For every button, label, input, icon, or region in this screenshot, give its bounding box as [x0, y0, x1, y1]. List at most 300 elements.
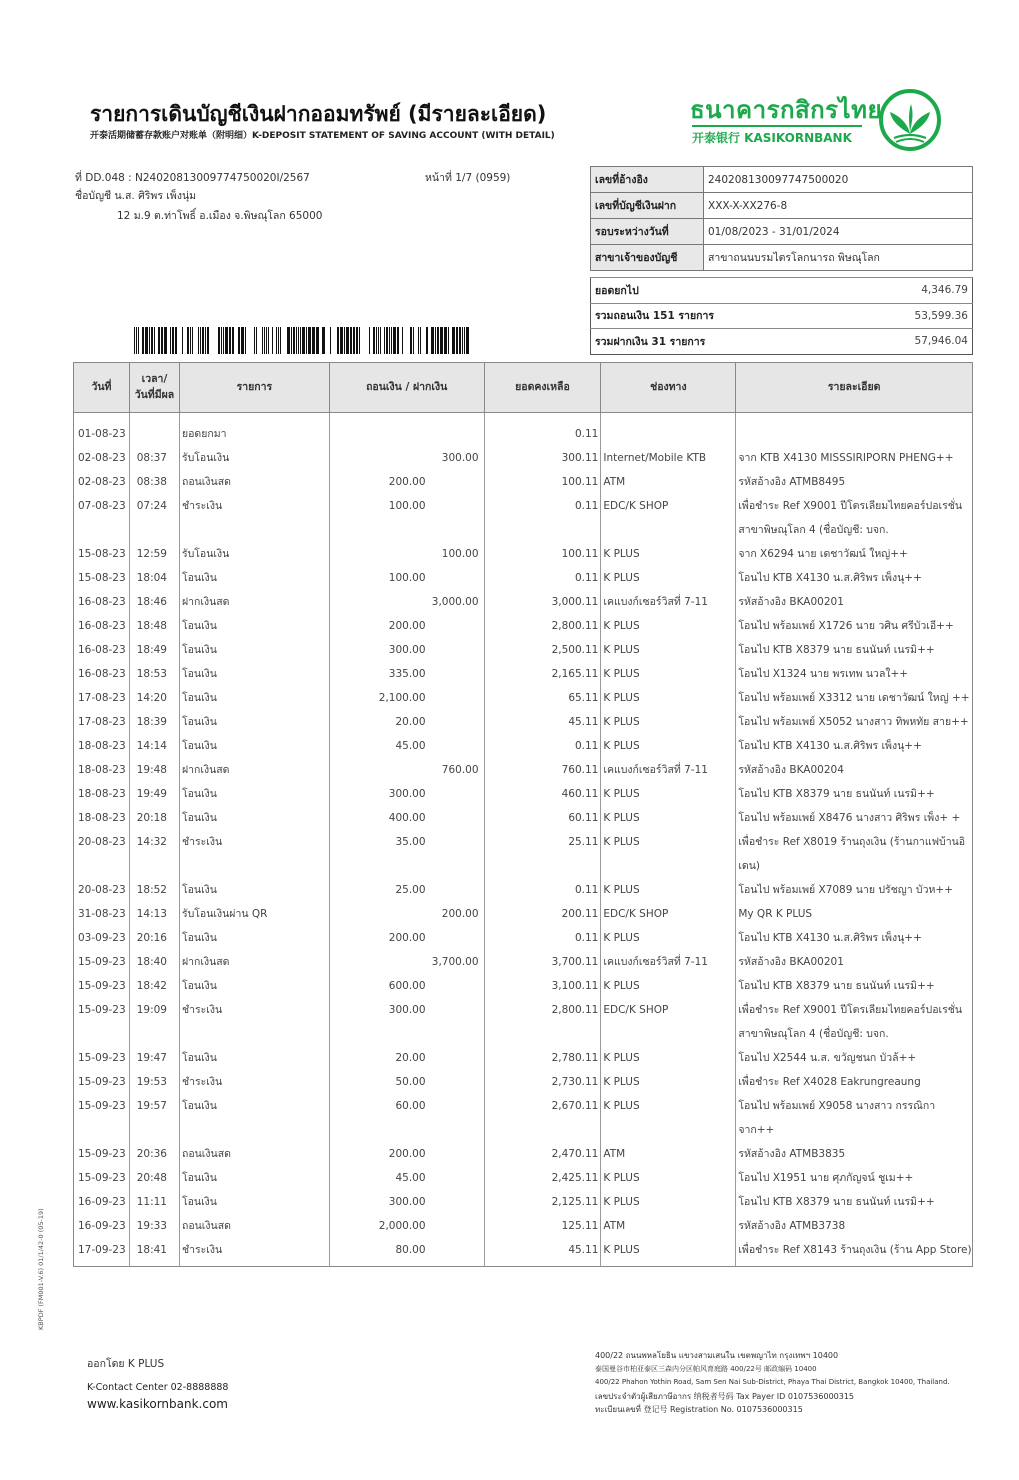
cell-amount — [329, 1142, 484, 1166]
cell-date: 15-08-23 — [78, 572, 126, 584]
cell-channel: เคแบงก์เซอร์วิสที่ 7-11 — [601, 590, 736, 614]
cell-detail: โอนไป พร้อมเพย์ X5052 นางสาว ทิพหทัย สาย++ — [736, 710, 973, 734]
cell-amount — [329, 998, 484, 1046]
cell-time: 19:57 — [129, 1094, 179, 1142]
cell-detail: โอนไป พร้อมเพย์ X9058 นางสาว กรรณิกา จาก++ — [736, 1094, 973, 1142]
withdrawal-amount: 300.00 — [388, 788, 426, 800]
logo-underline — [692, 125, 862, 127]
cell-time: 18:49 — [129, 638, 179, 662]
deposit-amount: 3,700.00 — [431, 956, 479, 968]
account-address: 12 ม.9 ต.ท่าโพธิ์ อ.เมือง จ.พิษณุโลก 65000 — [117, 210, 323, 222]
barcode-bar — [229, 327, 231, 354]
cell-channel: K PLUS — [601, 1238, 736, 1267]
cell-balance: 2,730.11 — [484, 1070, 601, 1094]
cell-channel: ATM — [601, 1142, 736, 1166]
barcode-bar — [337, 327, 339, 354]
cell-channel: K PLUS — [601, 974, 736, 998]
barcode-bar — [380, 327, 381, 354]
cell-detail: โอนไป X1951 นาย ศุภกัญจน์ ชูเม++ — [736, 1166, 973, 1190]
info-label: เลขที่บัญชีเงินฝาก — [591, 193, 704, 219]
barcode-bar — [300, 327, 301, 354]
cell-time: 14:32 — [129, 830, 179, 878]
cell-date: 20-08-23 — [78, 836, 126, 848]
transaction-table — [73, 362, 973, 1267]
cell-channel: K PLUS — [601, 566, 736, 590]
cell-channel: EDC/K SHOP — [601, 998, 736, 1046]
barcode-bar — [322, 327, 325, 354]
cell-balance: 2,800.11 — [484, 998, 601, 1046]
cell-date: 18-08-23 — [78, 812, 126, 824]
cell-balance: 0.11 — [484, 494, 601, 542]
cell-balance: 25.11 — [484, 830, 601, 878]
cell-balance: 460.11 — [484, 782, 601, 806]
table-row — [74, 614, 973, 638]
address-line-th: 400/22 ถนนพหลโยธิน แขวงสามเสนใน เขตพญาไท กรุงเทพฯ 10400 — [595, 1351, 839, 1360]
barcode-bar — [266, 327, 267, 354]
barcode-bar — [456, 327, 458, 354]
cell-description: โอนเงิน — [179, 686, 329, 710]
cell-amount — [329, 566, 484, 590]
barcode-bar — [172, 327, 174, 354]
cell-time: 14:20 — [129, 686, 179, 710]
cell-balance: 100.11 — [484, 470, 601, 494]
barcode-bar — [386, 327, 388, 354]
cell-channel: K PLUS — [601, 686, 736, 710]
cell-amount — [329, 806, 484, 830]
cell-channel: ATM — [601, 470, 736, 494]
cell-detail: เพื่อชำระ Ref X4028 Eakrungreaung — [736, 1070, 973, 1094]
cell-time: 20:36 — [129, 1142, 179, 1166]
bank-name-th: ธนาคารกสิกรไทย — [690, 96, 883, 124]
cell-amount — [329, 1190, 484, 1214]
cell-time: 19:49 — [129, 782, 179, 806]
cell-balance: 3,100.11 — [484, 974, 601, 998]
cell-description: โอนเงิน — [179, 1166, 329, 1190]
cell-channel: Internet/Mobile KTB — [601, 446, 736, 470]
barcode-bar — [389, 327, 390, 354]
cell-description: โอนเงิน — [179, 662, 329, 686]
cell-date: 16-09-23 — [78, 1196, 126, 1208]
cell-channel: ATM — [601, 1214, 736, 1238]
cell-amount — [329, 1070, 484, 1094]
barcode-bar — [444, 327, 447, 354]
document-title-th: รายการเดินบัญชีเงินฝากออมทรัพย์ (มีรายละเอียด) — [90, 102, 547, 126]
withdrawal-amount: 35.00 — [395, 836, 426, 848]
table-row — [74, 1214, 973, 1238]
info-label: สาขาเจ้าของบัญชี — [591, 245, 704, 271]
barcode-bar — [462, 327, 463, 354]
barcode-bar — [316, 327, 319, 354]
barcode-bar — [359, 327, 360, 354]
cell-time: 19:33 — [129, 1214, 179, 1238]
barcode-bar — [187, 327, 189, 354]
cell-date: 16-08-23 — [78, 644, 126, 656]
withdrawal-amount: 200.00 — [388, 1148, 426, 1160]
cell-detail: รหัสอ้างอิง BKA00201 — [736, 950, 973, 974]
withdrawal-amount: 300.00 — [388, 1196, 426, 1208]
cell-amount — [329, 662, 484, 686]
table-row — [74, 1094, 973, 1142]
cell-detail: โอนไป KTB X4130 น.ส.ศิริพร เพ็งนุ++ — [736, 734, 973, 758]
cell-detail: โอนไป X2544 น.ส. ขวัญชนก บัวล้++ — [736, 1046, 973, 1070]
barcode-bar — [369, 327, 370, 354]
info-row-branch — [591, 245, 973, 271]
registration-number: ทะเบียนเลขที่ 登记号 Registration No. 0107536000315 — [595, 1405, 803, 1414]
cell-description: รับโอนเงิน — [179, 446, 329, 470]
barcode-bar — [420, 327, 421, 354]
barcode-bar — [384, 327, 385, 354]
barcode-bar — [413, 327, 414, 354]
barcode-bar — [164, 327, 167, 354]
address-line-cn: 泰国曼谷市柏亚泰区三森内分区帕风育庭路 400/22号 邮政编码 10400 — [595, 1364, 817, 1373]
cell-date: 01-08-23 — [78, 428, 126, 440]
barcode-bar — [221, 327, 222, 354]
barcode-bar — [391, 327, 392, 354]
cell-description: โอนเงิน — [179, 1190, 329, 1214]
barcode-bar — [437, 327, 439, 354]
cell-detail: รหัสอ้างอิง BKA00204 — [736, 758, 973, 782]
cell-date: 18-08-23 — [78, 740, 126, 752]
cell-date: 15-08-23 — [78, 548, 126, 560]
barcode-bar — [264, 327, 265, 354]
cell-time: 08:37 — [129, 446, 179, 470]
cell-date: 16-09-23 — [78, 1220, 126, 1232]
cell-time: 19:48 — [129, 758, 179, 782]
table-row — [74, 950, 973, 974]
cell-channel: K PLUS — [601, 1190, 736, 1214]
document-number: ที่ DD.048 : N24020813009774750020I/2567 — [75, 172, 310, 184]
barcode-bar — [350, 327, 352, 354]
cell-time: 20:16 — [129, 926, 179, 950]
cell-date: 15-09-23 — [78, 1004, 126, 1016]
withdrawal-amount: 50.00 — [395, 1076, 426, 1088]
barcode-bar — [170, 327, 171, 354]
cell-date: 31-08-23 — [78, 908, 126, 920]
contact-center: K-Contact Center 02-8888888 — [87, 1382, 229, 1393]
table-row — [74, 638, 973, 662]
info-label: เลขที่อ้างอิง — [591, 167, 704, 193]
barcode-bar — [136, 327, 137, 354]
barcode-bar — [225, 327, 228, 354]
cell-detail: โอนไป X1324 นาย พรเทพ นวลใ++ — [736, 662, 973, 686]
barcode-bar — [346, 327, 349, 354]
cell-description: รับโอนเงินผ่าน QR — [179, 902, 329, 926]
cell-description: โอนเงิน — [179, 1046, 329, 1070]
barcode — [134, 327, 470, 354]
table-row — [74, 734, 973, 758]
barcode-bar — [207, 327, 209, 354]
cell-detail: เพื่อชำระ Ref X9001 ปีโตรเลียมไทยคอร์ปอเรชั่น สาขาพิษณุโลก 4 (ชื่อบัญชี: บจก. — [736, 494, 973, 542]
withdrawal-amount: 100.00 — [388, 500, 426, 512]
cell-time: 18:41 — [129, 1238, 179, 1267]
table-row — [74, 1046, 973, 1070]
barcode-bar — [373, 327, 375, 354]
column-header-time: เวลา/ วันที่มีผล — [129, 363, 179, 413]
barcode-bar — [254, 327, 255, 354]
barcode-bar — [202, 327, 204, 354]
cell-amount — [329, 494, 484, 542]
table-row — [74, 470, 973, 494]
cell-amount — [329, 1094, 484, 1142]
barcode-bar — [134, 327, 135, 354]
barcode-bar — [138, 327, 139, 354]
website-link[interactable]: www.kasikornbank.com — [87, 1397, 228, 1411]
cell-amount — [329, 686, 484, 710]
cell-amount — [329, 830, 484, 878]
cell-time: 19:09 — [129, 998, 179, 1046]
tax-payer-id: เลขประจำตัวผู้เสียภาษีอากร 纳税者号码 Tax Payer ID 0107536000315 — [595, 1391, 855, 1401]
deposit-amount: 100.00 — [441, 548, 479, 560]
barcode-bar — [241, 327, 244, 354]
barcode-bar — [278, 327, 279, 354]
summary-value: 57,946.04 — [848, 329, 973, 355]
cell-date: 15-09-23 — [78, 980, 126, 992]
barcode-bar — [200, 327, 201, 354]
cell-time: 14:14 — [129, 734, 179, 758]
cell-date: 07-08-23 — [78, 500, 126, 512]
cell-balance: 200.11 — [484, 902, 601, 926]
cell-channel: K PLUS — [601, 662, 736, 686]
barcode-bar — [158, 327, 160, 354]
cell-amount — [329, 1166, 484, 1190]
cell-channel: K PLUS — [601, 710, 736, 734]
cell-date: 15-09-23 — [78, 1076, 126, 1088]
barcode-bar — [151, 327, 153, 354]
account-name: ชื่อบัญชี น.ส. ศิริพร เพ็งนุ่ม — [75, 190, 197, 202]
cell-time: 12:59 — [129, 542, 179, 566]
column-header-detail: รายละเอียด — [736, 363, 973, 413]
barcode-bar — [308, 327, 311, 354]
barcode-bar — [154, 327, 155, 354]
barcode-bar — [268, 327, 269, 354]
cell-amount — [329, 1238, 484, 1267]
cell-channel: EDC/K SHOP — [601, 902, 736, 926]
cell-time: 08:38 — [129, 470, 179, 494]
barcode-bar — [291, 327, 292, 354]
cell-channel: K PLUS — [601, 806, 736, 830]
table-row — [74, 806, 973, 830]
barcode-bar — [356, 327, 358, 354]
barcode-bar — [182, 327, 183, 354]
cell-detail — [736, 413, 973, 447]
kasikorn-leaf-logo-icon — [878, 88, 942, 152]
cell-description: ถอนเงินสด — [179, 470, 329, 494]
cell-channel: เคแบงก์เซอร์วิสที่ 7-11 — [601, 950, 736, 974]
summary-row-carried-forward — [591, 278, 973, 304]
cell-detail: My QR K PLUS — [736, 902, 973, 926]
cell-description: ยอดยกมา — [179, 413, 329, 447]
cell-channel: K PLUS — [601, 638, 736, 662]
column-header-description: รายการ — [179, 363, 329, 413]
summary-value: 4,346.79 — [848, 278, 973, 304]
column-header-date: วันที่ — [74, 363, 130, 413]
cell-channel: K PLUS — [601, 878, 736, 902]
barcode-bar — [175, 327, 177, 354]
table-row — [74, 566, 973, 590]
issued-by: ออกโดย K PLUS — [87, 1358, 165, 1370]
cell-amount — [329, 470, 484, 494]
cell-balance: 45.11 — [484, 710, 601, 734]
cell-channel: EDC/K SHOP — [601, 494, 736, 542]
barcode-bar — [262, 327, 263, 354]
withdrawal-amount: 20.00 — [395, 716, 426, 728]
withdrawal-amount: 200.00 — [388, 932, 426, 944]
cell-description: โอนเงิน — [179, 638, 329, 662]
cell-time: 18:42 — [129, 974, 179, 998]
cell-description: ฝากเงินสด — [179, 590, 329, 614]
cell-detail: โอนไป พร้อมเพย์ X8476 นางสาว ศิริพร เพ็ง+ + — [736, 806, 973, 830]
cell-description: โอนเงิน — [179, 974, 329, 998]
cell-description: ถอนเงินสด — [179, 1214, 329, 1238]
cell-date: 20-08-23 — [78, 884, 126, 896]
cell-amount — [329, 1214, 484, 1238]
summary-row-total-withdrawals — [591, 303, 973, 329]
cell-description: ชำระเงิน — [179, 998, 329, 1046]
cell-amount — [329, 590, 484, 614]
cell-time: 18:48 — [129, 614, 179, 638]
cell-balance: 3,000.11 — [484, 590, 601, 614]
cell-detail: เพื่อชำระ Ref X9001 ปีโตรเลียมไทยคอร์ปอเรชั่น สาขาพิษณุโลก 4 (ชื่อบัญชี: บจก. — [736, 998, 973, 1046]
barcode-bar — [296, 327, 297, 354]
cell-detail: โอนไป KTB X8379 นาย ธนนันท์ เนรมิ++ — [736, 1190, 973, 1214]
cell-amount — [329, 446, 484, 470]
cell-date: 16-08-23 — [78, 596, 126, 608]
cell-date: 02-08-23 — [78, 476, 126, 488]
barcode-bar — [378, 327, 379, 354]
barcode-bar — [464, 327, 465, 354]
withdrawal-amount: 200.00 — [388, 476, 426, 488]
cell-time: 20:48 — [129, 1166, 179, 1190]
withdrawal-amount: 20.00 — [395, 1052, 426, 1064]
table-row — [74, 494, 973, 542]
deposit-amount: 3,000.00 — [431, 596, 479, 608]
withdrawal-amount: 45.00 — [395, 1172, 426, 1184]
deposit-amount: 200.00 — [441, 908, 479, 920]
barcode-bar — [466, 327, 469, 354]
cell-date: 17-08-23 — [78, 692, 126, 704]
table-row — [74, 782, 973, 806]
cell-amount — [329, 878, 484, 902]
cell-date: 02-08-23 — [78, 452, 126, 464]
cell-balance: 0.11 — [484, 926, 601, 950]
barcode-bar — [142, 327, 144, 354]
barcode-bar — [448, 327, 449, 354]
barcode-bar — [353, 327, 355, 354]
cell-date: 15-09-23 — [78, 956, 126, 968]
cell-channel: K PLUS — [601, 734, 736, 758]
barcode-bar — [397, 327, 399, 354]
cell-date: 15-09-23 — [78, 1100, 126, 1112]
barcode-bar — [161, 327, 163, 354]
cell-amount — [329, 542, 484, 566]
cell-date: 16-08-23 — [78, 620, 126, 632]
cell-description: ชำระเงิน — [179, 1070, 329, 1094]
barcode-bar — [306, 327, 307, 354]
withdrawal-amount: 2,100.00 — [378, 692, 426, 704]
cell-date: 03-09-23 — [78, 932, 126, 944]
withdrawal-amount: 600.00 — [388, 980, 426, 992]
cell-time: 18:04 — [129, 566, 179, 590]
info-label: รอบระหว่างวันที่ — [591, 219, 704, 245]
cell-balance: 0.11 — [484, 734, 601, 758]
barcode-bar — [393, 327, 396, 354]
cell-description: โอนเงิน — [179, 782, 329, 806]
deposit-amount: 760.00 — [441, 764, 479, 776]
cell-description: ถอนเงินสด — [179, 1142, 329, 1166]
cell-channel: เคแบงก์เซอร์วิสที่ 7-11 — [601, 758, 736, 782]
withdrawal-amount: 400.00 — [388, 812, 426, 824]
table-row — [74, 590, 973, 614]
cell-detail: โอนไป KTB X8379 นาย ธนนันท์ เนรมิ++ — [736, 638, 973, 662]
cell-amount — [329, 734, 484, 758]
cell-balance: 2,780.11 — [484, 1046, 601, 1070]
table-row — [74, 446, 973, 470]
cell-description: ชำระเงิน — [179, 494, 329, 542]
cell-description: โอนเงิน — [179, 566, 329, 590]
barcode-bar — [272, 327, 273, 354]
table-row — [74, 710, 973, 734]
cell-detail: โอนไป พร้อมเพย์ X1726 นาย วศิน ศรีบัวเอี++ — [736, 614, 973, 638]
cell-time: 18:52 — [129, 878, 179, 902]
barcode-bar — [232, 327, 234, 354]
cell-channel — [601, 413, 736, 447]
cell-time: 11:11 — [129, 1190, 179, 1214]
cell-balance: 2,670.11 — [484, 1094, 601, 1142]
cell-description: โอนเงิน — [179, 1094, 329, 1142]
table-row — [74, 1142, 973, 1166]
table-row — [74, 1190, 973, 1214]
cell-amount — [329, 902, 484, 926]
form-code: KBPDF (FM001-V.6) 01/1/42-0 (05-19) — [37, 1208, 45, 1330]
cell-balance: 125.11 — [484, 1214, 601, 1238]
info-value: สาขาถนนบรมไตรโลกนารถ พิษณุโลก — [704, 245, 973, 271]
info-row-account-number — [591, 193, 973, 219]
deposit-amount: 300.00 — [441, 452, 479, 464]
document-title-en: 开泰活期储蓄存款账户对账单（附明细）K-DEPOSIT STATEMENT OF SAVING ACCOUNT (WITH DETAIL) — [90, 131, 555, 141]
cell-balance: 2,500.11 — [484, 638, 601, 662]
cell-date: 16-08-23 — [78, 668, 126, 680]
barcode-bar — [205, 327, 206, 354]
table-row — [74, 542, 973, 566]
cell-description: ชำระเงิน — [179, 830, 329, 878]
cell-balance: 2,425.11 — [484, 1166, 601, 1190]
withdrawal-amount: 300.00 — [388, 644, 426, 656]
table-row — [74, 830, 973, 878]
summary-table — [590, 277, 973, 355]
cell-date: 18-08-23 — [78, 788, 126, 800]
bank-name-en: 开泰银行 KASIKORNBANK — [692, 131, 852, 145]
table-row — [74, 686, 973, 710]
cell-description: ฝากเงินสด — [179, 950, 329, 974]
withdrawal-amount: 60.00 — [395, 1100, 426, 1112]
cell-description: โอนเงิน — [179, 926, 329, 950]
cell-detail: จาก X6294 นาย เดชาวัฒน์ ใหญ่++ — [736, 542, 973, 566]
cell-time: 18:39 — [129, 710, 179, 734]
info-row-reference — [591, 167, 973, 193]
table-row — [74, 662, 973, 686]
cell-description: ฝากเงินสด — [179, 758, 329, 782]
cell-detail: โอนไป KTB X4130 น.ส.ศิริพร เพ็งนุ++ — [736, 926, 973, 950]
barcode-bar — [435, 327, 436, 354]
address-line-en: 400/22 Phahon Yothin Road, Sam Sen Nai Sub-District, Phaya Thai District, Bangkok 10400, Thailand. — [595, 1378, 950, 1386]
cell-date: 15-09-23 — [78, 1172, 126, 1184]
cell-balance: 0.11 — [484, 878, 601, 902]
cell-time: 20:18 — [129, 806, 179, 830]
barcode-bar — [192, 327, 193, 354]
withdrawal-amount: 100.00 — [388, 572, 426, 584]
barcode-bar — [376, 327, 377, 354]
table-row — [74, 1238, 973, 1267]
